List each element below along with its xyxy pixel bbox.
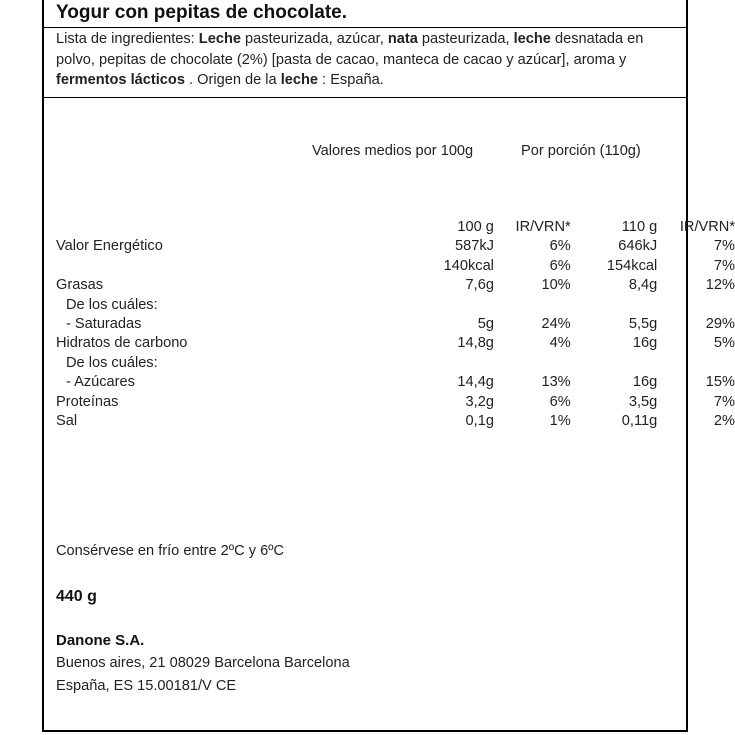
- value-per-100g: [374, 354, 494, 373]
- nutrient-name: Hidratos de carbono: [56, 335, 188, 352]
- value-per-100g: 7,6g: [465, 277, 494, 294]
- ingredient-text: pasteurizada,: [417, 31, 514, 47]
- ingredient-text: pasteurizada, azúcar,: [240, 31, 388, 47]
- nutrition-row: [56, 276, 735, 295]
- title-divider: [42, 27, 688, 28]
- ir-per-100g: 6%: [549, 257, 571, 274]
- value-per-portion: 646kJ: [618, 238, 658, 255]
- ir-per-portion: 12%: [705, 277, 735, 294]
- ir-per-portion: 29%: [705, 316, 735, 333]
- ingredient-text: . Origen de la: [184, 72, 281, 88]
- storage-instructions: Consérvese en frío entre 2ºC y 6ºC: [56, 543, 285, 559]
- nutrition-row: [56, 393, 735, 412]
- nutrient-name: De los cuáles:: [66, 354, 158, 371]
- ingredient-allergen: leche: [513, 31, 551, 47]
- nutrition-row: [56, 373, 735, 392]
- ir-per-100g: 6%: [549, 238, 571, 255]
- ir-per-100g: 4%: [549, 335, 571, 352]
- value-per-100g: 5g: [477, 316, 494, 333]
- ingredients-divider: [42, 97, 688, 98]
- value-per-100g: 140kcal: [443, 257, 494, 274]
- ingredient-allergen: leche: [280, 72, 319, 88]
- company-address-line1: Buenos aires, 21 08029 Barcelona Barcelona: [56, 655, 350, 671]
- ir-per-100g: IR/VRN*: [515, 219, 571, 235]
- nutrient-name: Grasas: [56, 277, 104, 294]
- ir-per-100g: 10%: [541, 277, 571, 294]
- value-per-portion: 154kcal: [606, 257, 658, 274]
- value-per-portion: 16g: [632, 335, 658, 352]
- nutrient-name: De los cuáles:: [66, 296, 158, 313]
- ir-per-100g: [494, 296, 571, 315]
- value-per-portion: 0,11g: [621, 413, 658, 430]
- value-per-portion: [571, 296, 658, 315]
- nutrition-table: [56, 218, 735, 431]
- nutrition-subheader-row: [56, 218, 735, 237]
- value-per-portion: [571, 354, 658, 373]
- nutrient-name: Sal: [56, 413, 78, 430]
- company-name: Danone S.A.: [56, 632, 145, 649]
- nutrition-row: [56, 257, 735, 276]
- ir-per-portion: 7%: [713, 393, 735, 410]
- ir-per-100g: 6%: [549, 393, 571, 410]
- value-per-portion: 3,5g: [628, 393, 658, 410]
- ir-per-portion: 2%: [713, 413, 735, 430]
- ir-per-portion: IR/VRN*: [679, 219, 735, 235]
- value-per-portion: 16g: [632, 374, 658, 391]
- ir-per-portion: [657, 296, 735, 315]
- nutrition-row: [56, 354, 735, 373]
- value-per-100g: 14,8g: [457, 335, 494, 352]
- ingredient-allergen: nata: [387, 31, 418, 47]
- ir-per-portion: [657, 354, 735, 373]
- header-per-100g: Valores medios por 100g: [312, 143, 474, 159]
- ir-per-100g: 13%: [541, 374, 571, 391]
- nutrient-name: [56, 257, 374, 276]
- ir-per-portion: 7%: [713, 257, 735, 274]
- nutrition-row: [56, 237, 735, 256]
- ingredients-list: [56, 29, 676, 91]
- value-per-100g: 587kJ: [454, 238, 494, 255]
- ingredient-text: Lista de ingredientes:: [56, 31, 199, 47]
- value-per-100g: 14,4g: [457, 374, 494, 391]
- ingredient-allergen: fermentos lácticos: [56, 72, 185, 88]
- ir-per-100g: 1%: [549, 413, 571, 430]
- nutrient-name: - Saturadas: [66, 316, 142, 333]
- ingredient-text: : España.: [318, 72, 384, 88]
- nutrition-row: [56, 334, 735, 353]
- ingredient-allergen: Leche: [198, 31, 241, 47]
- ir-per-portion: 7%: [713, 238, 735, 255]
- ir-per-portion: 15%: [705, 374, 735, 391]
- nutrition-row: [56, 412, 735, 431]
- header-per-portion: Por porción (110g): [521, 143, 641, 159]
- product-title: Yogur con pepitas de chocolate.: [56, 2, 348, 23]
- company-address-line2: España, ES 15.00181/V CE: [56, 678, 237, 694]
- nutrient-name: - Azúcares: [66, 374, 135, 391]
- nutrient-name: Valor Energético: [56, 238, 163, 255]
- nutrition-row: [56, 296, 735, 315]
- nutrition-row: [56, 315, 735, 334]
- net-weight: 440 g: [56, 588, 97, 605]
- ir-per-portion: 5%: [713, 335, 735, 352]
- ingredient-text: desnatada en polvo, pepitas de chocolate (2%) [pasta de cacao, manteca de cacao y azúcar], aroma y: [56, 31, 644, 68]
- value-per-100g: 3,2g: [465, 393, 494, 410]
- ir-per-100g: 24%: [541, 316, 571, 333]
- value-per-100g: 100 g: [457, 219, 494, 235]
- value-per-portion: 5,5g: [628, 316, 658, 333]
- value-per-100g: 0,1g: [465, 413, 494, 430]
- nutrient-name: Proteínas: [56, 393, 119, 410]
- value-per-100g: [374, 296, 494, 315]
- nutrient-name: [56, 218, 374, 237]
- value-per-portion: 8,4g: [628, 277, 658, 294]
- value-per-portion: 110 g: [621, 219, 658, 235]
- ir-per-100g: [494, 354, 571, 373]
